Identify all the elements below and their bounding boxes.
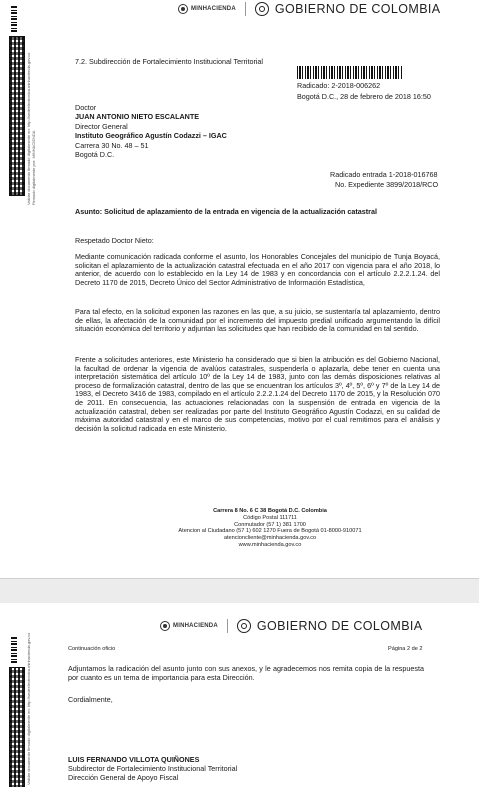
side-barcode-strip: [11, 6, 17, 32]
footer-address: Carrera 8 No. 6 C 38 Bogotá D.C. Colombia: [213, 508, 327, 514]
footer-postal: Código Postal 111711: [243, 514, 297, 521]
ministry-name-2: MINHACIENDA: [173, 623, 218, 629]
colombia-emblem-icon: [255, 2, 269, 16]
greeting: Respetado Doctor Nieto:: [75, 236, 154, 245]
side-validation-text: Validar documento firmado digitalmente en: http://sedeelectronica.minhacienda.gov.co: [26, 52, 31, 205]
header-divider-2: [227, 619, 228, 633]
government-logo: [255, 2, 441, 16]
office-line: 7.2. Subdirección de Fortalecimiento Institucional Territorial: [75, 57, 264, 66]
header-divider: [245, 2, 246, 16]
signer-title-2: Dirección General de Apoyo Fiscal: [68, 773, 179, 782]
letter-page-2: [0, 603, 479, 787]
page-number: Página 2 de 2: [388, 646, 423, 652]
side-barcode-strip-2: [11, 637, 17, 663]
ministry-name: MINHACIENDA: [191, 6, 236, 12]
footer-phone: Conmutador (57 1) 381 1700: [234, 521, 306, 528]
recipient-salutation: Doctor: [75, 103, 97, 112]
recipient-city: Bogotá D.C.: [75, 150, 115, 159]
page2-paragraph: Adjuntamos la radicación del asunto junto con sus anexos, y le agradecemos nos remita copia de la respuesta por cuanto es un tema de importancia para esta Dirección.: [68, 664, 424, 682]
ministry-seal-icon-2: [160, 621, 170, 631]
letter-footer: [140, 508, 400, 549]
side-validation-text-2: Validar documento firmado digitalmente en: http://sedeelectronica.minhacienda.gov.co: [26, 632, 31, 785]
footer-citizen-line: Atencion al Ciudadano (57 1) 602 1270 Fuera de Bogotá 01-8000-910071: [178, 528, 362, 535]
closing: Cordialmente,: [68, 695, 113, 704]
government-name-2: GOBIERNO DE COLOMBIA: [256, 619, 423, 633]
expediente-number: No. Expediente 3899/2018/RCO: [335, 180, 439, 189]
signer-name: LUIS FERNANDO VILLOTA QUIÑONES: [68, 755, 200, 764]
recipient-title: Director General: [75, 122, 128, 131]
entry-number: Radicado entrada 1-2018-016768: [330, 170, 438, 179]
continuation-label: Continuación oficio: [68, 646, 116, 652]
colombia-emblem-icon-2: [237, 619, 251, 633]
ministry-logo-2: [160, 621, 218, 631]
letterhead: [178, 2, 441, 16]
recipient-name: JUAN ANTONIO NIETO ESCALANTE: [75, 112, 200, 121]
qr-code-image: [9, 36, 25, 196]
side-code-text: Firmado digitalmente por: MINHACIENDA: [31, 130, 36, 205]
government-name: GOBIERNO DE COLOMBIA: [274, 2, 441, 16]
page-separator: [0, 578, 479, 605]
footer-website: www.minhacienda.gov.co: [238, 541, 302, 548]
government-logo-2: [237, 619, 423, 633]
subject-line: Asunto: Solicitud de aplazamiento de la entrada en vigencia de la actualización catastral: [75, 207, 377, 216]
letter-date: Bogotá D.C., 28 de febrero de 2018 16:50: [297, 92, 431, 101]
recipient-institution: Instituto Geográfico Agustín Codazzi – IGAC: [75, 131, 227, 140]
qr-code-image-2: [9, 667, 25, 787]
body-paragraph-2: Para tal efecto, en la solicitud exponen las razones en las que, a su juicio, se sustentaría tal aplazamiento, dentro de ellas, la afectación de la comunidad por el incremento del impuesto predial unificado argumentando la difícil situación económica del territorio y adjuntan las solicitudes que han recibido de la comunidad en tal sentido.: [75, 307, 440, 334]
ministry-logo: [178, 4, 236, 14]
radicado-barcode: [297, 66, 403, 79]
ministry-seal-icon: [178, 4, 188, 14]
radicado-number: Radicado: 2-2018-006262: [297, 81, 381, 90]
footer-email: atencioncliente@minhacienda.gov.co: [223, 535, 317, 542]
letterhead-2: [160, 619, 423, 633]
body-paragraph-3: Frente a solicitudes anteriores, este Ministerio ha considerado que si bien la atribución es del Gobierno Nacional, la facultad de ordenar la vigencia de avalúos catastrales, suspenderla o aplazarla, debe tener en cuenta una interpretación sistemática del artículo 10º de la Ley 14 de 1983, junto con las demás disposiciones relativas al proceso de formalización catastral, dentro de las que se encuentran los artículos 3º, 4º, 5º, 6º y 7º de la Ley 14 de 1983, el Decreto 3416 de 1983, compilado en el artículo 2.2.2.1.24 del Decreto 1170 de 2015, y la Resolución 070 de 2011. En consecuencia, las actuaciones relacionadas con la suspensión de entrada en vigencia de la actualización catastral, deben ser realizadas por parte del Instituto Geográfico Agustín Codazzi, en su calidad de máxima autoridad catastral y en el marco de sus competencias, motivo por el cual remitimos para el análisis y decisión la solicitud radicada en este Ministerio.: [75, 355, 440, 433]
recipient-address: Carrera 30 No. 48 – 51: [75, 141, 149, 150]
body-paragraph-1: Mediante comunicación radicada conforme el asunto, los Honorables Concejales del municipio de Tunja Boyacá, solicitan el aplazamiento de la actualización catastral efectuada en el año 2017 con vigencia para el año 2018, lo anterior, de acuerdo con lo establecido en la Ley 14 de 1983 y en concordancia con el artículo 2.2.2.1.24. del Decreto 1170 de 2015, Decreto Único del Sector Administrativo de Información Estadística,: [75, 252, 440, 287]
signer-title-1: Subdirector de Fortalecimiento Institucional Territorial: [68, 764, 238, 773]
